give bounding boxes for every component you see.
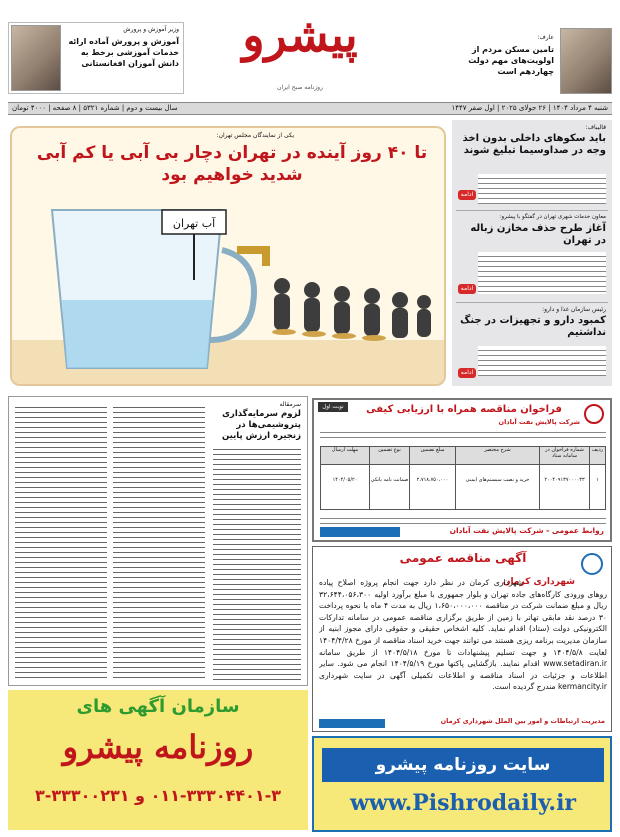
col-4 [409, 447, 455, 509]
ad-paper-name: روزنامه پیشرو [62, 728, 254, 766]
tender-2-title: آگهی مناقصه عمومی [399, 551, 527, 565]
col-6 [321, 447, 369, 509]
masthead [0, 0, 620, 100]
tender-2-org: شهرداری کرمان [502, 577, 575, 587]
minister-photo [11, 25, 61, 91]
table-cell: خرید و نصب سیستم‌های ایمنی [465, 477, 530, 483]
cartoon-sign: آب تهران [172, 217, 216, 230]
dateline-right: شنبه ۴ مرداد ۱۴۰۴ | ۲۶ جولای ۲۰۲۵ | اول صفر ۱۴۴۷ [451, 104, 608, 112]
right-kicker: عارف: [537, 34, 554, 41]
editorial [8, 396, 308, 686]
table-cell: ضمانت نامه بانکی [370, 477, 409, 483]
tender-1 [312, 398, 612, 542]
table-cell: ۱ [596, 477, 599, 483]
main-cartoon [12, 190, 444, 384]
table-header: شماره فراخوان در سامانه ستاد [540, 447, 589, 465]
col-5 [369, 447, 409, 509]
tender-1-code-bar [320, 527, 400, 537]
ad-site-url[interactable]: www.Pishrodaily.ir [349, 790, 577, 816]
col-1 [589, 447, 605, 509]
sidebar-item-3[interactable] [456, 306, 608, 382]
ad-site-title: سایت روزنامه پیشرو [322, 748, 604, 782]
kerman-logo-icon [581, 553, 603, 575]
col-2 [539, 447, 589, 509]
more-button[interactable]: ادامه [458, 190, 476, 200]
more-button[interactable]: ادامه [458, 368, 476, 378]
tender-2 [312, 546, 612, 732]
sidebar-title: باید سکوهای داخلی بدون اخذ وجه در صداوسیما تبلیغ شوند [462, 133, 606, 156]
right-headline-box[interactable] [440, 28, 612, 96]
logo: پیشرو [242, 8, 358, 62]
sidebar-kicker: قالیباف: [585, 124, 606, 131]
tender-2-body: شهرداری کرمان در نظر دارد جهت انجام پروژه اصلاح پیاده روهای ورودی کارگاه‌های جاده تهران و بلوار جمهوری با مبلغ برآورد اولیه ۳۲،۶۴۴،۰۵۶،۳۰۰ ریال و مبلغ ضمانت شرکت در مناقصه ۱،۶۵۰،۰۰۰،۰۰۰ ریال به مدت ۴ ماه با نحوه پرداخت ۳۰ درصد نقد مابقی تهاتر با زمین از طریق برگزاری مناقصه عمومی در سامانه تدارکات الکترونیکی دولت (ستاد) اقدام نماید. کلیه اشخاص حقیقی و حقوقی دارای مجوز ابنیه از سازمان مدیریت برنامه ریزی هستند می توانند جهت خرید اسناد مناقصه از مورخ ۱۴۰۴/۴/۲۸ لغایت ۱۴۰۴/۵/۸ و جهت تسلیم پیشنهادات تا مورخ ۱۴۰۴/۵/۱۸ از طریق سامانه www.setadiran.ir اقدام نمایند. بازگشایی پاکتها مورخ ۱۴۰۴/۵/۱۹ انجام می شود. سایر اطلاعات و جزئیات در اسناد مناقصه و اطلاعات تکمیلی آگهی در سایت شهرداری kermancity.ir مندرج گردیده است. [319, 578, 607, 692]
tender-1-footer: روابط عمومی - شرکت پالایش نفت آبادان [449, 526, 604, 535]
tender-1-notes-lines [320, 514, 606, 524]
sidebar-kicker: رئیس سازمان غذا و دارو: [542, 306, 606, 313]
table-header: ردیف [590, 447, 605, 465]
left-kicker: وزیر آموزش و پرورش [123, 26, 179, 33]
tender-1-badge: نوبت اول [318, 402, 348, 412]
aref-photo [560, 28, 612, 94]
table-header: شرح مختصر [456, 447, 539, 465]
sidebar-divider [456, 302, 608, 303]
editorial-kicker: سرمقاله [279, 401, 301, 408]
editorial-title: لزوم سرمایه‌گذاری پتروشیمی‌ها در زنجیره ارزش پایین [221, 409, 301, 441]
table-header: نوع تضمین [370, 447, 409, 465]
sidebar-divider [456, 210, 608, 211]
editorial-col-left [15, 403, 107, 681]
ad-website[interactable] [312, 736, 612, 832]
sidebar-item-1[interactable] [456, 124, 608, 208]
sidebar-body-lines [478, 252, 606, 294]
tender-1-intro-lines [320, 428, 606, 442]
table-header: مبلغ تضمین [410, 447, 455, 465]
ad-organization[interactable] [8, 690, 308, 830]
sidebar-kicker: معاون خدمات شهری تهران در گفتگو با پیشرو: [499, 214, 606, 220]
tender-1-title: فراخوان مناقصه همراه با ارزیابی کیفی [366, 404, 562, 415]
sidebar-body-lines [478, 346, 606, 376]
sidebar-item-2[interactable] [456, 214, 608, 300]
sidebar-body-lines [478, 174, 606, 204]
dateline-left: سال بیست و دوم | شماره ۵۳۲۱ | ۸ صفحه | ۴۰۰۰ تومان [12, 104, 178, 112]
left-headline: آموزش و پرورش آماده ارائه خدمات آموزشی برخط به دانش آموزان افغانستانی [68, 37, 179, 68]
right-headline: تامین مسکن مردم از اولویت‌های مهم دولت چهاردهم است [468, 45, 554, 76]
company-logo-icon [584, 404, 604, 424]
ad-org-line: سازمان آگهی های [76, 696, 240, 717]
tender-2-footer: مدیریت ارتباطات و امور بین الملل شهرداری کرمان [440, 717, 605, 725]
table-cell: ۲۰۰۴۰۹۱۳۷۰۰۰۰۳۳ [544, 477, 585, 483]
more-button[interactable]: ادامه [458, 284, 476, 294]
main-headline: تا ۴۰ روز آینده در تهران دچار بی آبی یا کم آبی شدید خواهیم بود [36, 143, 428, 185]
table-cell: ۲،۷۱۸،۷۵۰،۰۰۰ [416, 477, 449, 483]
dateline [8, 102, 612, 115]
sidebar-title: کمبود دارو و تجهیزات در جنگ نداشتیم [460, 315, 606, 338]
editorial-col-mid [113, 403, 205, 681]
main-kicker: یکی از نمایندگان مجلس تهران: [216, 132, 294, 139]
tender-1-company: شرکت پالایش نفت آبادان [498, 418, 580, 426]
main-story[interactable] [10, 126, 446, 386]
table-cell: ۱۴۰۴/۰۵/۲۰ [332, 477, 358, 483]
table-header: مهلت ارسال [321, 447, 369, 465]
tender-2-code-bar [319, 719, 385, 728]
sidebar [452, 120, 612, 386]
editorial-col-right [213, 445, 301, 681]
sidebar-title: آغاز طرح حذف مخازن زباله در تهران [470, 223, 606, 246]
tagline: روزنامه صبح ایران [277, 84, 323, 91]
left-headline-box[interactable] [8, 22, 184, 94]
col-3 [455, 447, 539, 509]
ad-phones[interactable]: ۰۱۱-۳۳۳۰۴۴۰۱-۳ و ۳۳۳۰۰۲۳۱-۳ [34, 786, 282, 805]
tender-1-table [320, 446, 606, 510]
